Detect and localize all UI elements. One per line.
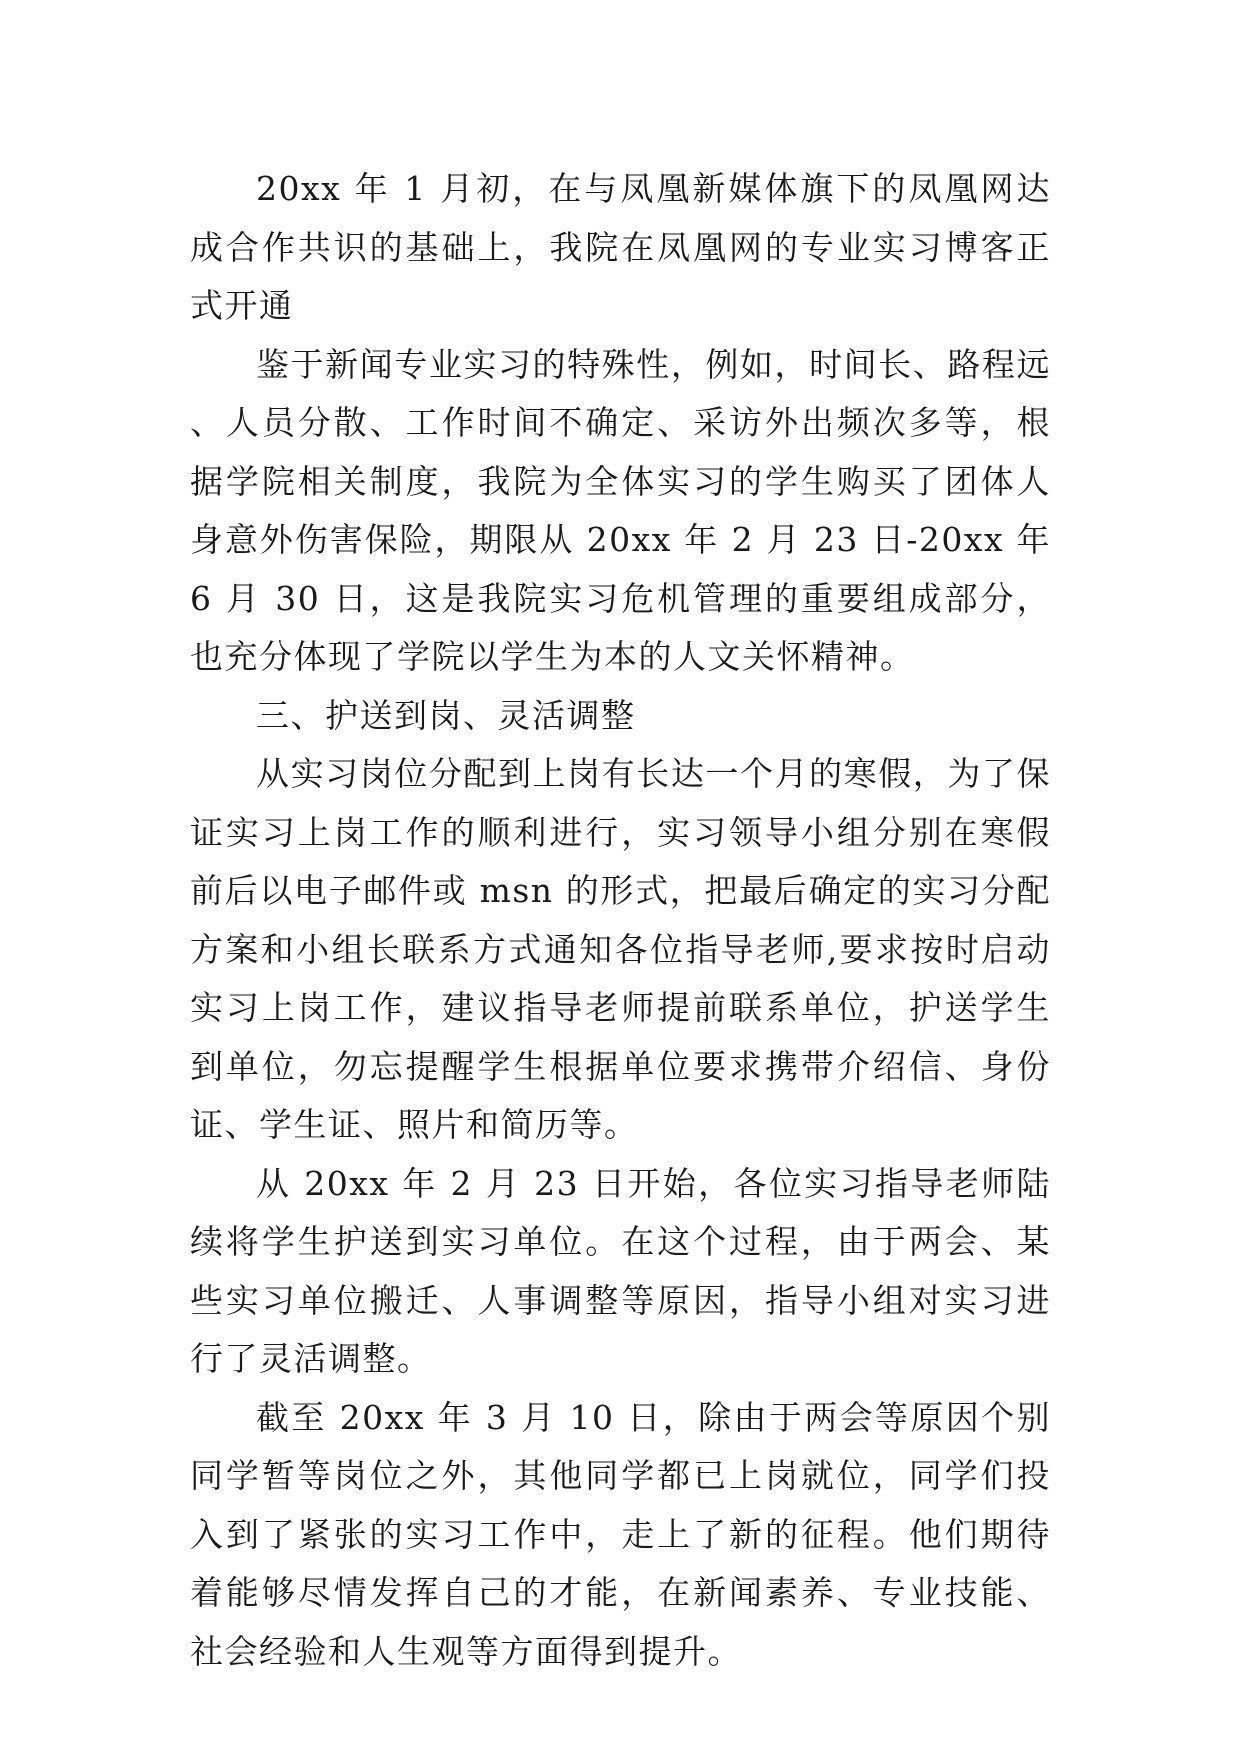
document-body [190,160,1051,1681]
section-heading: 三、护送到岗、灵活调整 [256,695,636,735]
paragraph-insurance: 鉴于新闻专业实习的特殊性，例如，时间长、路程远、人员分散、工作时间不确定、采访外出频次多等，根据学院相关制度，我院为全体实习的学生购买了团体人身意外伤害保险，期限从 20xx 年 2 月 23 日-20xx 年 6 月 30 日，这是我院实习危机管理的重要组成部分，也充分体现了学院以学生为本的人文关怀精神。 [190,344,1051,676]
paragraph-cooperation: 20xx 年 1 月初，在与凤凰新媒体旗下的凤凰网达成合作共识的基础上，我院在凤凰网的专业实习博客正式开通 [190,169,1051,325]
paragraph-escort: 从 20xx 年 2 月 23 日开始，各位实习指导老师陆续将学生护送到实习单位。在这个过程，由于两会、某些实习单位搬迁、人事调整等原因，指导小组对实习进行了灵活调整。 [190,1163,1051,1378]
paragraph-winter-break: 从实习岗位分配到上岗有长达一个月的寒假，为了保证实习上岗工作的顺利进行，实习领导小组分别在寒假前后以电子邮件或 msn 的形式，把最后确定的实习分配方案和小组长联系方式通知各位指导老师,要求按时启动实习上岗工作，建议指导老师提前联系单位，护送学生到单位，勿忘提醒学生根据单位要求携带介绍信、身份证、学生证、照片和简历等。 [190,754,1051,1144]
paragraph-onboard: 截至 20xx 年 3 月 10 日，除由于两会等原因个别同学暂等岗位之外，其他同学都已上岗就位，同学们投入到了紧张的实习工作中，走上了新的征程。他们期待着能够尽情发挥自己的才能，在新闻素养、专业技能、社会经验和人生观等方面得到提升。 [190,1397,1051,1671]
